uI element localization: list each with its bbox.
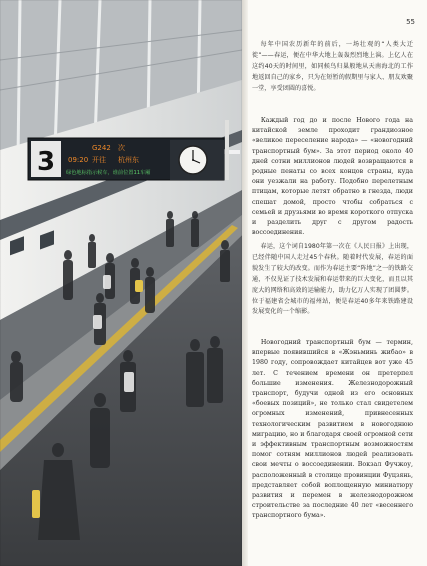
- platform-sign-board: [28, 138, 224, 180]
- destination-name: 杭州东: [118, 156, 139, 164]
- paragraph-zh-2: 春运，这个词自1980年第一次在《人民日报》上出现，已经伴随中国人走过45个春秋。随着时代发展，春运的面貌发生了较大的改变。而作为春运主要“阵地”之一的铁路交通，不仅见证了技术发展和春运带来的巨大变化，而且以其庞大的网络和高效的运输能力，助力亿万人实现了团圆梦。位于福建省会城市的福州站，便是春运40多年来铁路建设发展变化的一个缩影。: [252, 243, 413, 316]
- paragraph-zh-1: 每年中国农历新年的前后，一场壮观的“人类大迁徙”——春运，便在中华大地上轰轰烈烈地上演。上亿人在这约40天的时间里，如同候鸟归巢般地从天南海北的工作地返回自己的家乡，只为在短暂的假期里与家人、朋友欢聚一堂，享受团圆的喜悦。: [252, 41, 413, 92]
- text-column: [248, 0, 427, 566]
- scrolling-notice: 绿色地标指示候车，谁前位置11车厢: [66, 170, 151, 176]
- paragraph-ru-2: Новогодний транспортный бум — термин, впервые появившийся в «Жэньминь жибао» в 1980 году, сопровождает китайцев вот уже 45 лет. С течением времени он претерпел большие изменения. Железнодорожный транспорт, будучи одной из его основных «боевых позиций», не только стал свидетелем огромных изменений, привнесенных технологическим развитием в новогоднюю миграцию, но и благодаря своей огромной сети и эффективным транспортным возможностям помог сотням миллионов людей реализовать свои мечты о воссоединении. Вокзал Фучжоу, расположенный в столице провинции Фуцзянь, представляет собой воплощенную миниатюру развития и перемен в железнодорожном строительстве за последние 40 лет «весеннего транспортного бума».: [252, 339, 413, 520]
- paragraph-ru-1: Каждый год до и после Нового года на китайской земле проходит грандиозное «великое переселение народа» — «новогодний транспортный бум». За этот период около 40 дней сотни миллионов людей возвращаются в родные пенаты со всех концов страны, куда они уезжали на работу. Подобно перелетным птицам, которые летят обратно в гнезда, люди спешат домой, просто чтобы собраться с семьей и друзьями во время короткого отпуска и разделить друг с другом радость воссоединения.: [252, 117, 413, 237]
- clock-icon: [179, 146, 207, 174]
- page-number: 55: [406, 18, 415, 26]
- destination-label: 开往: [92, 156, 106, 164]
- platform-number: 3: [36, 147, 56, 177]
- departure-time: 09:20: [68, 156, 89, 164]
- train-number-suffix: 次: [118, 144, 125, 152]
- train-number: G242: [92, 144, 111, 152]
